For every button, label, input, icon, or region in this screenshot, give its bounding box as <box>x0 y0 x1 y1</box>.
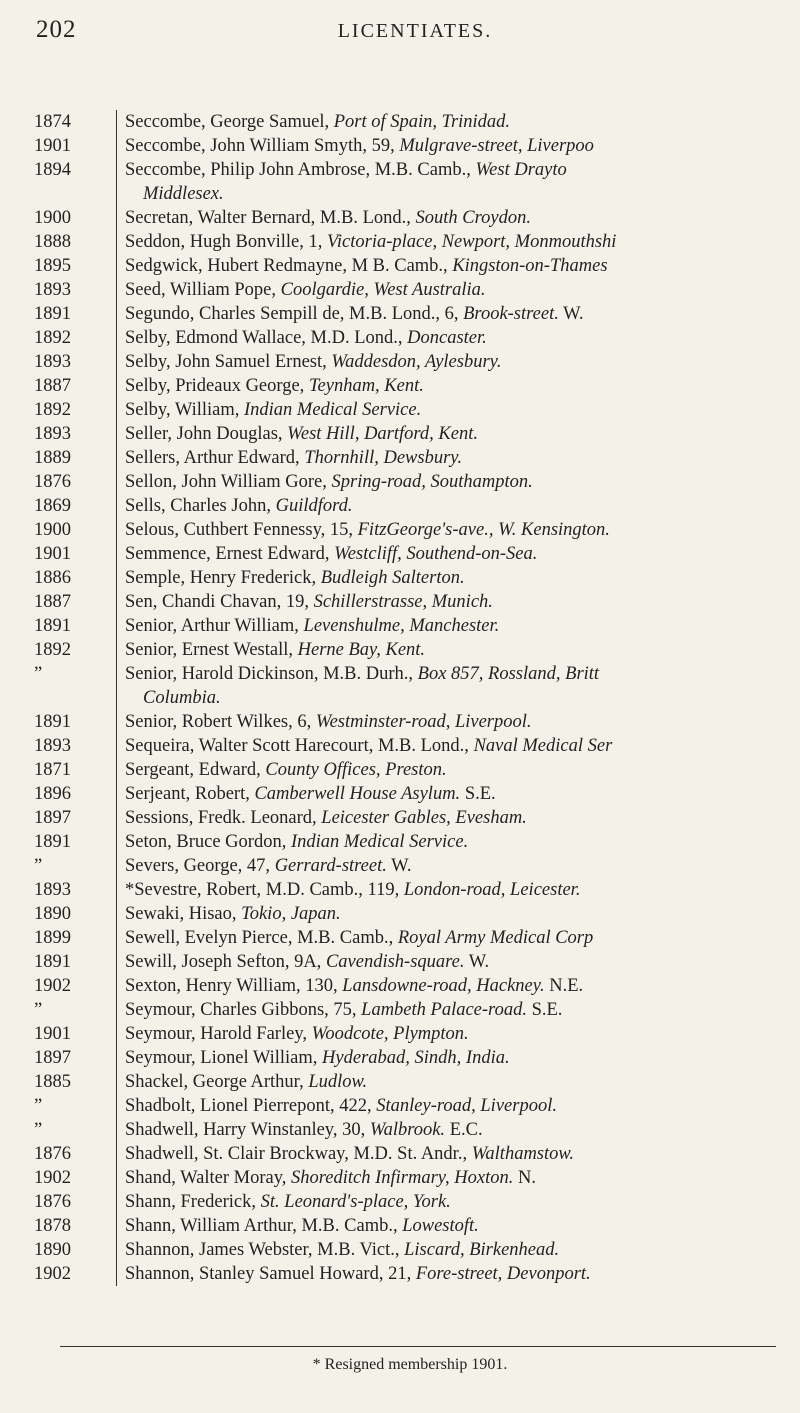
entry-text <box>116 806 794 830</box>
entry-text <box>116 1094 794 1118</box>
entry-year: 1897 <box>34 1048 71 1068</box>
list-item <box>34 638 794 662</box>
entry-year: 1878 <box>34 1216 71 1236</box>
list-item <box>34 1046 794 1070</box>
entry-text <box>116 494 794 518</box>
entry-text <box>116 302 794 326</box>
entry-text <box>116 1118 794 1142</box>
entry-address: Herne Bay, Kent. <box>297 640 426 660</box>
entry-address: Naval Medical Ser <box>473 736 613 756</box>
list-item <box>34 470 794 494</box>
entry-name: Shadbolt, Lionel Pierrepont, 422, <box>125 1096 377 1116</box>
entry-address: Royal Army Medical Corp <box>397 928 594 948</box>
entry-text <box>116 1214 794 1238</box>
entry-address: Ludlow. <box>308 1072 368 1092</box>
list-item <box>34 1262 794 1286</box>
entry-address: Brook-street. <box>463 304 559 324</box>
footnote-rule <box>60 1346 776 1347</box>
entry-name: Secretan, Walter Bernard, M.B. Lond., <box>125 208 416 228</box>
list-item <box>34 566 794 590</box>
entry-name: Sen, Chandi Chavan, 19, <box>125 592 314 612</box>
entry-text <box>116 1022 794 1046</box>
entry-address: Westcliff, Southend-on-Sea. <box>334 544 538 564</box>
entry-address: Kingston-on-Thames <box>452 256 608 276</box>
entry-name: Shackel, George Arthur, <box>125 1072 309 1092</box>
entry-address: Victoria-place, Newport, Monmouthshi <box>326 232 617 252</box>
entry-address: Mulgrave-street, Liverpoo <box>399 136 594 156</box>
entry-text <box>116 590 794 614</box>
entry-address: Stanley-road, Liverpool. <box>376 1096 557 1116</box>
entry-text <box>116 1190 794 1214</box>
entry-address: London-road, Leicester. <box>403 880 581 900</box>
entry-address: Walbrook. <box>369 1120 446 1140</box>
entry-district: S.E. <box>460 784 496 804</box>
entry-year: 1892 <box>34 328 71 348</box>
entry-address: Lowestoft. <box>402 1216 479 1236</box>
entry-name: Seed, William Pope, <box>125 280 281 300</box>
entry-year: 1876 <box>34 1144 71 1164</box>
entry-year: 1891 <box>34 952 71 972</box>
entry-year: 1899 <box>34 928 71 948</box>
entry-address: West Hill, Dartford, Kent. <box>287 424 478 444</box>
list-item <box>34 974 794 998</box>
entry-text <box>116 422 794 446</box>
entry-text <box>116 662 794 710</box>
entry-address: Cavendish-square. <box>325 952 465 972</box>
entry-address: County Offices, Preston. <box>265 760 447 780</box>
list-item <box>34 878 794 902</box>
entry-address: Indian Medical Service. <box>244 400 422 420</box>
entry-name: Shann, William Arthur, M.B. Camb., <box>125 1216 403 1236</box>
entry-name: Selby, Edmond Wallace, M.D. Lond., <box>125 328 408 348</box>
entry-year: 1902 <box>34 1168 71 1188</box>
entry-district: W. <box>558 304 584 324</box>
entry-name: Semmence, Ernest Edward, <box>125 544 335 564</box>
entry-name: Shadwell, Harry Winstanley, 30, <box>125 1120 370 1140</box>
entry-address-continuation: Columbia. <box>143 688 221 708</box>
entry-text <box>116 614 794 638</box>
entry-year: 1901 <box>34 1024 71 1044</box>
entry-address: Coolgardie, West Australia. <box>280 280 486 300</box>
running-head: LICENTIATES. <box>337 20 493 42</box>
entry-text <box>116 974 794 998</box>
entry-text <box>116 1166 794 1190</box>
entry-name: Sewaki, Hisao, <box>125 904 242 924</box>
entry-text <box>116 230 794 254</box>
list-item <box>34 398 794 422</box>
entry-year: 1900 <box>34 208 71 228</box>
list-item <box>34 302 794 326</box>
list-item <box>34 1166 794 1190</box>
entry-address: Hyderabad, Sindh, India. <box>322 1048 510 1068</box>
list-item <box>34 950 794 974</box>
list-item <box>34 1070 794 1094</box>
entry-name: Selby, John Samuel Ernest, <box>125 352 332 372</box>
entry-name: Sessions, Fredk. Leonard, <box>125 808 322 828</box>
entry-year: 1893 <box>34 424 71 444</box>
entry-year: 1891 <box>34 832 71 852</box>
entry-address: Box 857, Rossland, Britt <box>417 664 600 684</box>
list-item <box>34 446 794 470</box>
list-item <box>34 422 794 446</box>
entry-year: ” <box>34 1096 43 1116</box>
entry-text <box>116 542 794 566</box>
entry-name: Selby, Prideaux George, <box>125 376 309 396</box>
entry-text <box>116 734 794 758</box>
list-item <box>34 206 794 230</box>
entry-year: 1896 <box>34 784 71 804</box>
entry-text <box>116 326 794 350</box>
entry-name: Sequeira, Walter Scott Harecourt, M.B. Lond., <box>125 736 474 756</box>
entry-name: Sells, Charles John, <box>125 496 276 516</box>
list-item <box>34 854 794 878</box>
entry-name: Serjeant, Robert, <box>125 784 255 804</box>
entry-year: 1885 <box>34 1072 71 1092</box>
entry-name: Senior, Ernest Westall, <box>125 640 298 660</box>
entry-year: 1890 <box>34 904 71 924</box>
entry-year: 1893 <box>34 736 71 756</box>
entry-year: 1876 <box>34 472 71 492</box>
entry-district: N.E. <box>544 976 584 996</box>
entry-text <box>116 158 794 206</box>
entry-year: 1888 <box>34 232 71 252</box>
entry-year: 1893 <box>34 880 71 900</box>
list-item <box>34 1238 794 1262</box>
entry-name: Shadwell, St. Clair Brockway, M.D. St. Andr., <box>125 1144 472 1164</box>
list-item <box>34 1094 794 1118</box>
entry-name: Seymour, Charles Gibbons, 75, <box>125 1000 362 1020</box>
entry-name: Shann, Frederick, <box>125 1192 261 1212</box>
entry-text <box>116 950 794 974</box>
entry-name: Seccombe, Philip John Ambrose, M.B. Camb., <box>125 160 476 180</box>
entry-address: Thornhill, Dewsbury. <box>304 448 463 468</box>
entry-district: S.E. <box>526 1000 563 1020</box>
entry-text <box>116 902 794 926</box>
entry-year: 1891 <box>34 304 71 324</box>
entry-text <box>116 278 794 302</box>
entry-address: Doncaster. <box>407 328 487 348</box>
entry-name: Seller, John Douglas, <box>125 424 288 444</box>
entry-address: Levenshulme, Manchester. <box>303 616 500 636</box>
entry-name: Semple, Henry Frederick, <box>125 568 321 588</box>
entry-text <box>116 206 794 230</box>
entry-district: N. <box>513 1168 536 1188</box>
entry-year: 1874 <box>34 112 71 132</box>
entry-text <box>116 134 794 158</box>
entry-name: Sellon, John William Gore, <box>125 472 332 492</box>
entry-text <box>116 1142 794 1166</box>
entry-name: Shannon, Stanley Samuel Howard, 21, <box>125 1264 416 1284</box>
entry-text <box>116 998 794 1022</box>
entry-text <box>116 1046 794 1070</box>
entry-address: Woodcote, Plympton. <box>311 1024 469 1044</box>
list-item <box>34 806 794 830</box>
entry-name: Selby, William, <box>125 400 244 420</box>
entry-name: *Sevestre, Robert, M.D. Camb., 119, <box>125 880 404 900</box>
entry-text <box>116 854 794 878</box>
entry-year: 1901 <box>34 136 71 156</box>
entry-address: Fore-street, Devonport. <box>415 1264 591 1284</box>
list-item <box>34 158 794 206</box>
list-item <box>34 494 794 518</box>
entry-text <box>116 110 794 134</box>
entry-address: FitzGeorge's-ave., W. Kensington. <box>357 520 610 540</box>
list-item <box>34 110 794 134</box>
entry-year: 1890 <box>34 1240 71 1260</box>
entry-year: ” <box>34 664 43 684</box>
entry-text <box>116 638 794 662</box>
entry-text <box>116 878 794 902</box>
list-item <box>34 662 794 710</box>
page-number: 202 <box>36 16 77 43</box>
list-item <box>34 782 794 806</box>
list-item <box>34 254 794 278</box>
list-item <box>34 614 794 638</box>
entry-address: Schillerstrasse, Munich. <box>313 592 493 612</box>
entry-text <box>116 830 794 854</box>
entry-district: W. <box>386 856 412 876</box>
entry-text <box>116 470 794 494</box>
entry-text <box>116 254 794 278</box>
list-item <box>34 518 794 542</box>
entry-name: Sellers, Arthur Edward, <box>125 448 305 468</box>
entry-text <box>116 1238 794 1262</box>
list-item <box>34 278 794 302</box>
entry-text <box>116 518 794 542</box>
entry-year: 1897 <box>34 808 71 828</box>
entry-text <box>116 398 794 422</box>
entry-year: ” <box>34 1120 43 1140</box>
entry-year: 1900 <box>34 520 71 540</box>
entry-name: Seddon, Hugh Bonville, 1, <box>125 232 327 252</box>
entry-address: South Croydon. <box>415 208 531 228</box>
entry-year: 1887 <box>34 376 71 396</box>
entry-year: 1891 <box>34 712 71 732</box>
entry-year: ” <box>34 856 43 876</box>
entry-year: 1902 <box>34 1264 71 1284</box>
entry-name: Senior, Robert Wilkes, 6, <box>125 712 316 732</box>
list-item <box>34 542 794 566</box>
list-item <box>34 134 794 158</box>
list-item <box>34 758 794 782</box>
licentiates-list <box>34 110 794 1286</box>
entry-address: Lambeth Palace-road. <box>361 1000 527 1020</box>
entry-text <box>116 758 794 782</box>
entry-address: Gerrard-street. <box>274 856 387 876</box>
list-item <box>34 326 794 350</box>
list-item <box>34 1214 794 1238</box>
footnote: * Resigned membership 1901. <box>312 1356 508 1373</box>
list-item <box>34 734 794 758</box>
entry-year: 1886 <box>34 568 71 588</box>
entry-year: ” <box>34 1000 43 1020</box>
entry-name: Sewell, Evelyn Pierce, M.B. Camb., <box>125 928 398 948</box>
entry-year: 1869 <box>34 496 71 516</box>
entry-address: Lansdowne-road, Hackney. <box>342 976 545 996</box>
entry-text <box>116 1070 794 1094</box>
list-item <box>34 1142 794 1166</box>
entry-address: Indian Medical Service. <box>290 832 469 852</box>
entry-address: St. Leonard's-place, York. <box>260 1192 451 1212</box>
list-item <box>34 590 794 614</box>
list-item <box>34 710 794 734</box>
entry-year: 1871 <box>34 760 71 780</box>
list-item <box>34 830 794 854</box>
entry-address: Liscard, Birkenhead. <box>404 1240 560 1260</box>
entry-name: Shannon, James Webster, M.B. Vict., <box>125 1240 405 1260</box>
entry-text <box>116 374 794 398</box>
entry-address: Tokio, Japan. <box>241 904 341 924</box>
entry-text <box>116 350 794 374</box>
entry-address: Shoreditch Infirmary, Hoxton. <box>291 1168 514 1188</box>
entry-text <box>116 710 794 734</box>
entry-year: 1892 <box>34 640 71 660</box>
entry-year: 1901 <box>34 544 71 564</box>
entry-address: Port of Spain, Trinidad. <box>333 112 511 132</box>
entry-name: Seymour, Lionel William, <box>125 1048 323 1068</box>
entry-address: Guildford. <box>275 496 353 516</box>
entry-year: 1887 <box>34 592 71 612</box>
list-item <box>34 998 794 1022</box>
list-item <box>34 1190 794 1214</box>
entry-address: Leicester Gables, Evesham. <box>321 808 527 828</box>
entry-name: Seton, Bruce Gordon, <box>125 832 291 852</box>
list-item <box>34 230 794 254</box>
list-item <box>34 926 794 950</box>
entry-name: Senior, Harold Dickinson, M.B. Durh., <box>125 664 418 684</box>
entry-year: 1892 <box>34 400 71 420</box>
entry-year: 1893 <box>34 352 71 372</box>
entry-year: 1876 <box>34 1192 71 1212</box>
entry-name: Seccombe, John William Smyth, 59, <box>125 136 400 156</box>
entry-address-continuation: Middlesex. <box>143 184 224 204</box>
entry-name: Segundo, Charles Sempill de, M.B. Lond., 6, <box>125 304 464 324</box>
entry-name: Sewill, Joseph Sefton, 9A, <box>125 952 326 972</box>
entry-text <box>116 782 794 806</box>
list-item <box>34 374 794 398</box>
entry-address: Waddesdon, Aylesbury. <box>331 352 502 372</box>
entry-address: Budleigh Salterton. <box>320 568 465 588</box>
entry-name: Senior, Arthur William, <box>125 616 304 636</box>
entry-year: 1891 <box>34 616 71 636</box>
entry-year: 1902 <box>34 976 71 996</box>
entry-address: Westminster-road, Liverpool. <box>315 712 532 732</box>
entry-district: E.C. <box>445 1120 483 1140</box>
entry-district: W. <box>464 952 490 972</box>
entry-name: Sexton, Henry William, 130, <box>125 976 343 996</box>
entry-text <box>116 566 794 590</box>
entry-address: Camberwell House Asylum. <box>254 784 461 804</box>
entry-text <box>116 1262 794 1286</box>
entry-address: Walthamstow. <box>471 1144 574 1164</box>
entry-year: 1889 <box>34 448 71 468</box>
list-item <box>34 350 794 374</box>
entry-year: 1894 <box>34 160 71 180</box>
list-item <box>34 902 794 926</box>
entry-year: 1893 <box>34 280 71 300</box>
entry-year: 1895 <box>34 256 71 276</box>
entry-address: West Drayto <box>475 160 567 180</box>
list-item <box>34 1118 794 1142</box>
entry-name: Selous, Cuthbert Fennessy, 15, <box>125 520 358 540</box>
entry-name: Shand, Walter Moray, <box>125 1168 292 1188</box>
list-item <box>34 1022 794 1046</box>
entry-name: Seymour, Harold Farley, <box>125 1024 312 1044</box>
entry-address: Spring-road, Southampton. <box>331 472 533 492</box>
entry-name: Severs, George, 47, <box>125 856 275 876</box>
entry-text <box>116 926 794 950</box>
entry-text <box>116 446 794 470</box>
entry-address: Teynham, Kent. <box>308 376 424 396</box>
entry-name: Sergeant, Edward, <box>125 760 266 780</box>
entry-name: Seccombe, George Samuel, <box>125 112 334 132</box>
entry-name: Sedgwick, Hubert Redmayne, M B. Camb., <box>125 256 453 276</box>
